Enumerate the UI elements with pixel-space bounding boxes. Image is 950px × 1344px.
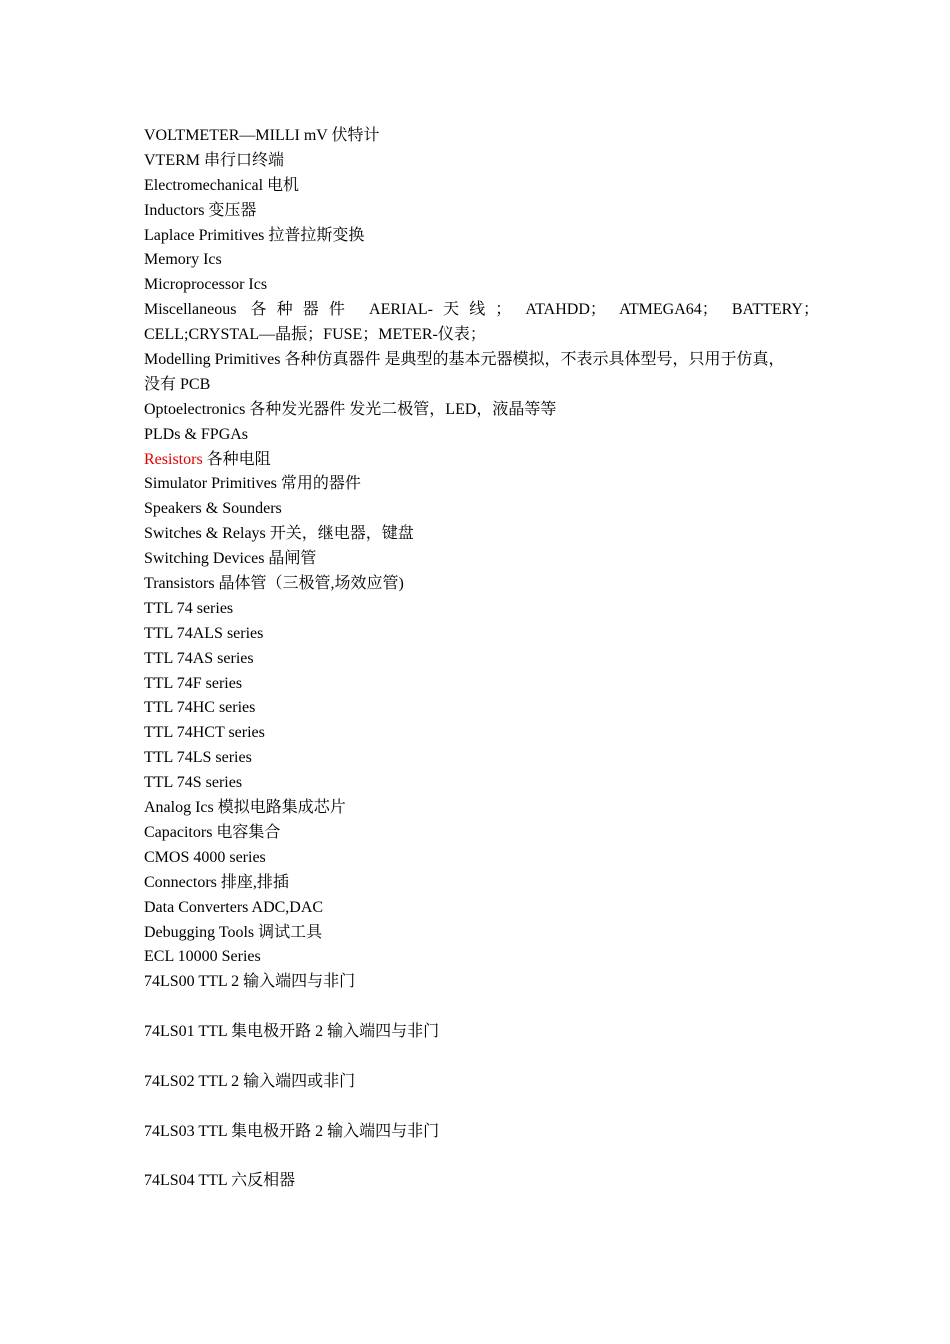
text-line-miscellaneous: Miscellaneous 各种器件 AERIAL-天线； ATAHDD； ATMEGA64； BATTERY； bbox=[144, 301, 819, 319]
text-line: Switches & Relays 开关，继电器，键盘 bbox=[144, 525, 414, 543]
resistors-highlight: Resistors bbox=[144, 450, 203, 468]
text-line-resistors bbox=[144, 448, 819, 473]
text-line: 74LS04 TTL 六反相器 bbox=[144, 1172, 296, 1190]
blank-line bbox=[144, 1095, 819, 1120]
text-line: Data Converters ADC,DAC bbox=[144, 898, 324, 916]
text-line: TTL 74F series bbox=[144, 674, 243, 692]
text-line: ECL 10000 Series bbox=[144, 948, 261, 966]
text-line: VOLTMETER—MILLI mV 伏特计 bbox=[144, 127, 380, 144]
text-line-modelling: Modelling Primitives 各种仿真器件 是典型的基本元器模拟，不表示具体型号，只用于仿真， bbox=[144, 351, 785, 369]
text-line: CMOS 4000 series bbox=[144, 848, 266, 866]
text-line: Simulator Primitives 常用的器件 bbox=[144, 475, 361, 493]
text-line: TTL 74LS series bbox=[144, 749, 252, 767]
text-line: Inductors 变压器 bbox=[144, 201, 257, 219]
text-line: Microprocessor Ics bbox=[144, 276, 268, 294]
text-line: Analog Ics 模拟电路集成芯片 bbox=[144, 799, 346, 817]
text-line: Debugging Tools 调试工具 bbox=[144, 923, 323, 941]
text-line: Speakers & Sounders bbox=[144, 500, 282, 518]
text-line: 74LS01 TTL 集电极开路 2 输入端四与非门 bbox=[144, 1023, 440, 1041]
document-page bbox=[144, 124, 819, 1194]
text-line: Transistors 晶体管（三极管,场效应管) bbox=[144, 575, 404, 593]
blank-line bbox=[144, 1145, 819, 1170]
text-line: 74LS00 TTL 2 输入端四与非门 bbox=[144, 973, 356, 991]
text-line: 74LS03 TTL 集电极开路 2 输入端四与非门 bbox=[144, 1122, 440, 1140]
resistors-desc: 各种电阻 bbox=[206, 450, 271, 468]
text-line: TTL 74 series bbox=[144, 599, 234, 617]
text-line: Laplace Primitives 拉普拉斯变换 bbox=[144, 226, 365, 244]
text-line: CELL;CRYSTAL—晶振；FUSE；METER-仪表； bbox=[144, 326, 486, 344]
text-line: Electromechanical 电机 bbox=[144, 176, 300, 194]
text-line: TTL 74HCT series bbox=[144, 724, 265, 742]
text-line: Memory Ics bbox=[144, 251, 222, 269]
text-line: 没有 PCB bbox=[144, 375, 211, 393]
text-line: PLDs & FPGAs bbox=[144, 425, 249, 443]
text-line: TTL 74ALS series bbox=[144, 624, 264, 642]
text-line: VTERM 串行口终端 bbox=[144, 151, 285, 169]
text-line: TTL 74HC series bbox=[144, 699, 256, 717]
text-line: Switching Devices 晶闸管 bbox=[144, 550, 317, 568]
text-line: Optoelectronics 各种发光器件 发光二极管，LED，液晶等等 bbox=[144, 400, 557, 418]
text-line: Connectors 排座,排插 bbox=[144, 873, 289, 891]
text-line: 74LS02 TTL 2 输入端四或非门 bbox=[144, 1072, 356, 1090]
text-line: TTL 74S series bbox=[144, 774, 243, 792]
text-line: Capacitors 电容集合 bbox=[144, 823, 281, 841]
blank-line bbox=[144, 1045, 819, 1070]
blank-line bbox=[144, 995, 819, 1020]
text-line: TTL 74AS series bbox=[144, 649, 254, 667]
